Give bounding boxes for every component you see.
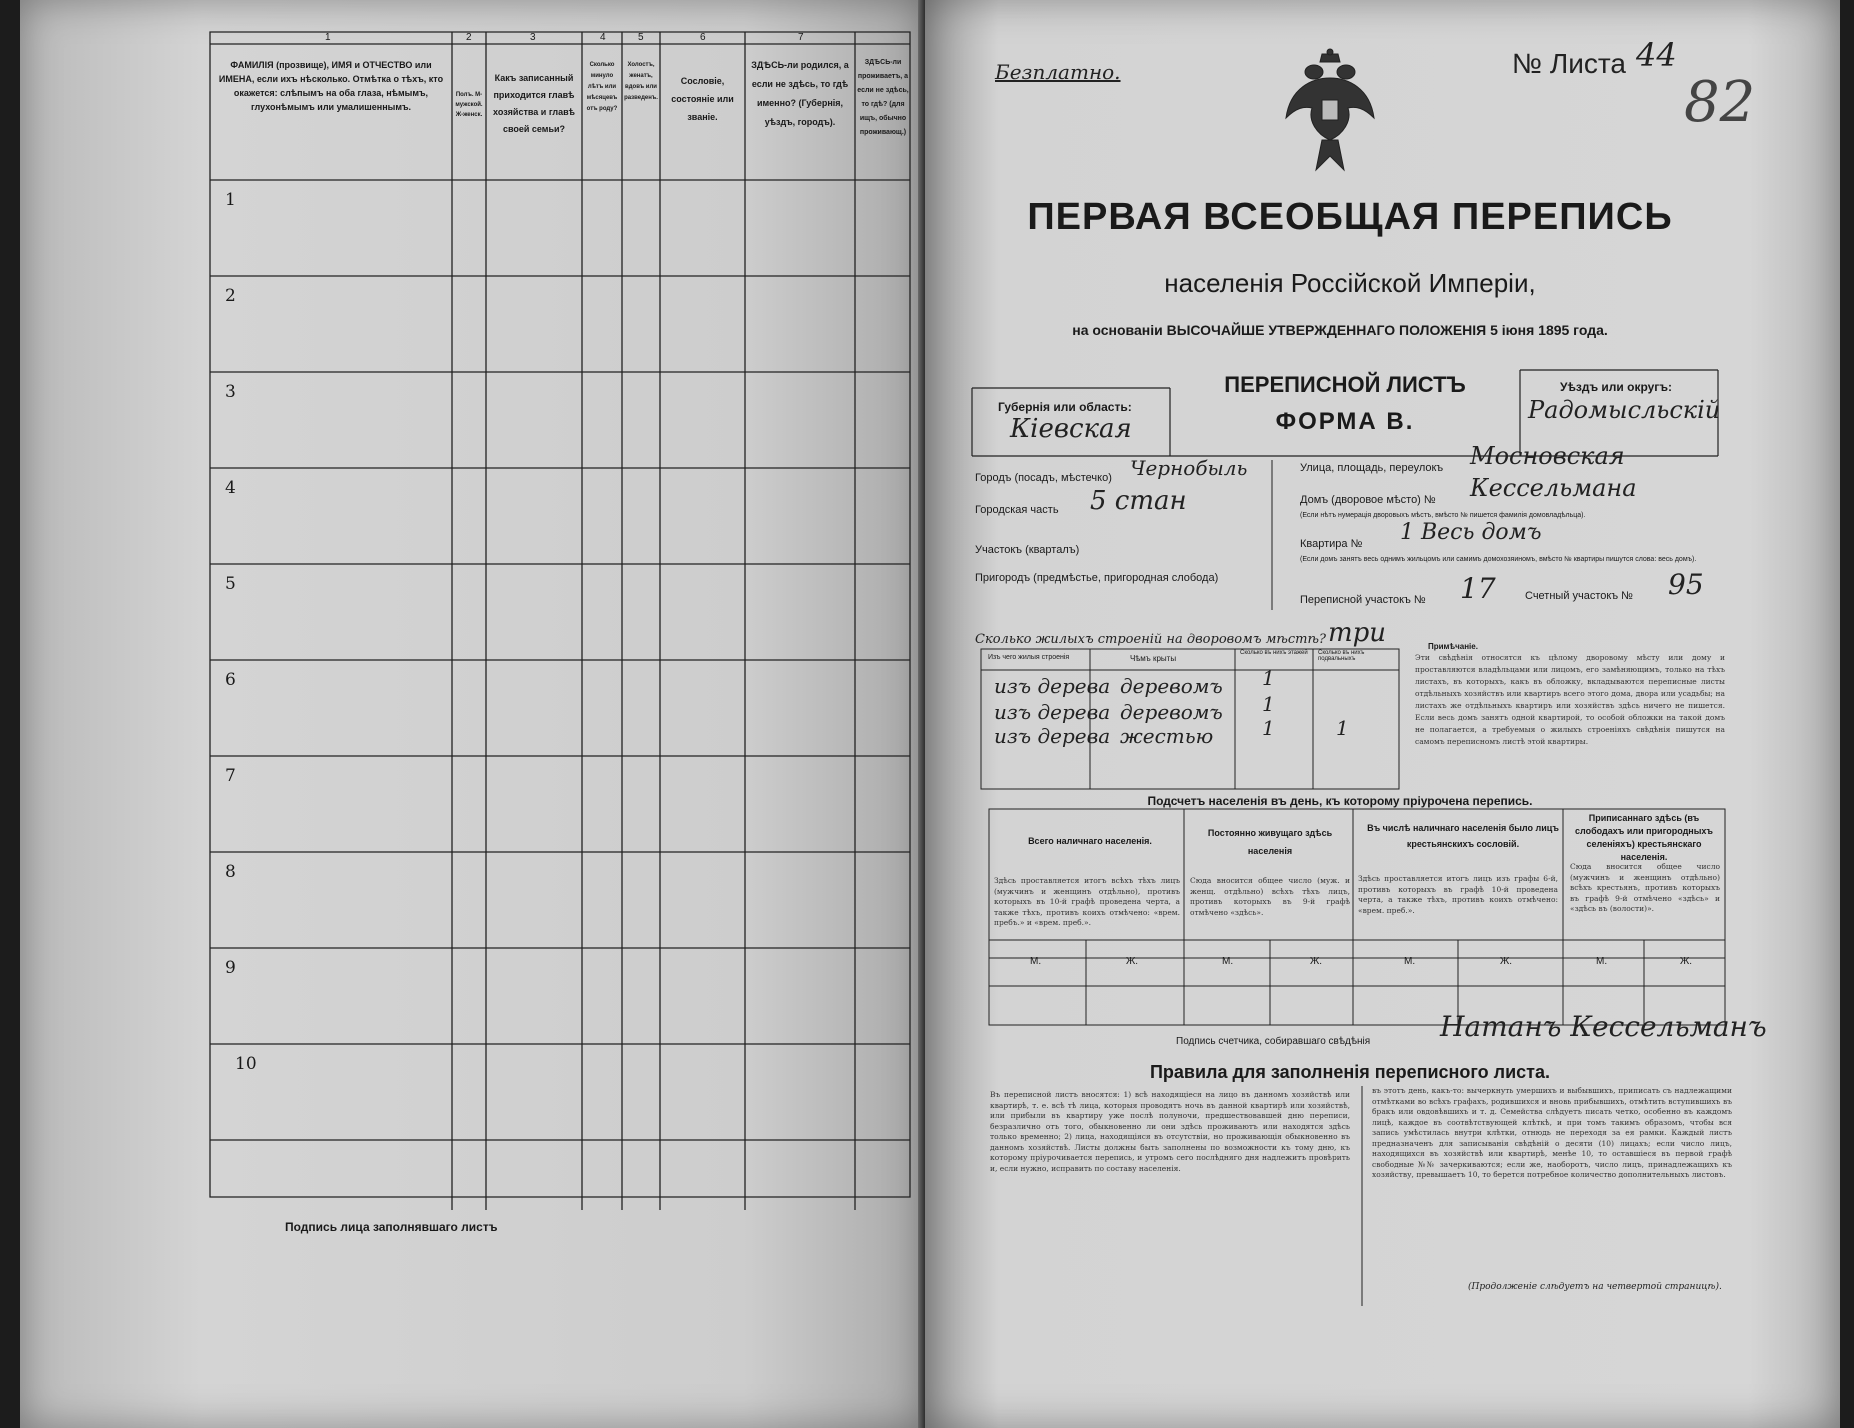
building-3-basement: 1 (1336, 716, 1349, 740)
form-letter: ФОРМА В. (1275, 408, 1415, 435)
decree-basis: на основаніи ВЫСОЧАЙШЕ УТВЕРЖДЕННАГО ПОЛОЖЕНІЯ 5 іюня 1895 года. (1072, 322, 1608, 338)
building-3-floors: 1 (1262, 716, 1275, 740)
house-note: (Если нѣтъ нумерація дворовыхъ мѣстъ, вмѣсто № пишется фамилія домовладѣльца). (1300, 512, 1586, 519)
count-f-4: Ж. (1680, 956, 1693, 967)
count-desc-peasant: Здѣсь проставляется итогъ лицъ изъ графы 6-й, противъ которыхъ въ графѣ 10-й проведена черта, а также тѣхъ, противъ коихъ отмѣчено: «врем. преб.». (1358, 874, 1558, 915)
city-part-value: 5 стан (1090, 486, 1187, 516)
count-title: Подсчетъ населенія въ день, къ которому пріурочена перепись. (1147, 794, 1533, 808)
buildings-header-material: Изъ чего жилыя строенія (988, 654, 1070, 661)
rules-continued: (Продолженіе слѣдуетъ на четвертой страницѣ). (1468, 1282, 1722, 1292)
rules-title: Правила для заполненія переписного листа. (1149, 1062, 1551, 1082)
row-number-6: 6 (225, 670, 236, 690)
city-value: Чернобыль (1130, 456, 1248, 480)
col-header-age: Сколько минуло лѣтъ или мѣсяцевъ отъ роду? (586, 62, 618, 112)
count-f-3: Ж. (1500, 956, 1513, 967)
col-header-name: ФАМИЛІЯ (прозвище), ИМЯ и ОТЧЕСТВО или ИМЕНА, если ихъ нѣсколько. Отмѣтка о тѣхъ, кто окажется: слѣпымъ на оба глаза, нѣмымъ, глухонѣмымъ или умалишеннымъ. (218, 60, 444, 112)
building-3-roof: жестью (1120, 724, 1214, 748)
province-value: Кіевская (1010, 414, 1132, 444)
sheet-no-value: 44 (1636, 36, 1677, 74)
rules-divider (1360, 1086, 1364, 1306)
building-1-floors: 1 (1262, 666, 1275, 690)
count-m-3: М. (1404, 956, 1416, 967)
house-value: Кессельмана (1470, 474, 1637, 502)
count-f-2: Ж. (1310, 956, 1323, 967)
col-number-4: 4 (600, 32, 606, 43)
page-subtitle: населенія Россійской Имперіи, (1164, 268, 1536, 298)
count-m-1: М. (1030, 956, 1042, 967)
row-number-3: 3 (225, 382, 236, 402)
sheet-no-label: № Листа (1512, 48, 1626, 79)
count-desc-registered: Сюда вносится общее число (мужчинъ и женщинъ отдѣльно) всѣхъ крестьянъ, противъ которыхъ въ графѣ 9-й отмѣчено «здѣсь» и «здѣсь въ (волости)». (1570, 862, 1720, 913)
counting-precinct-label: Счетный участокъ № (1525, 590, 1633, 602)
census-precinct-value: 17 (1460, 572, 1496, 605)
apartment-value: 1 Весь домъ (1400, 520, 1542, 545)
count-desc-total: Здѣсь проставляется итогъ всѣхъ тѣхъ лицъ (мужчинъ и женщинъ отдѣльно), противъ которыхъ въ 10-й графѣ проведена черта, а также тѣхъ, противъ коихъ отмѣчено: «врем. пребъ.» и «врем. преб.». (994, 876, 1180, 927)
col-header-residence: ЗДѢСЬ-ли проживаетъ, а если не здѣсь, то гдѣ? (для ищъ, обычно проживающ.) (857, 59, 909, 136)
left-signature-label: Подпись лица заполнявшаго листъ (285, 1220, 498, 1234)
col-number-1: 1 (325, 32, 331, 43)
count-header-permanent: Постоянно живущаго здѣсь населенія (1207, 828, 1333, 856)
street-label: Улица, площадь, переулокъ (1300, 462, 1444, 474)
col-number-5: 5 (638, 32, 644, 43)
imperial-eagle-icon (1282, 48, 1378, 180)
col-header-birthplace: ЗДѢСЬ-ли родился, а если не здѣсь, то гдѣ именно? (Губернія, уѣздъ, городъ). (751, 60, 849, 127)
city-part-label: Городская часть (975, 504, 1059, 516)
row-number-8: 8 (225, 862, 236, 882)
row-number-1: 1 (225, 190, 236, 210)
house-label: Домъ (дворовое мѣсто) № (1300, 494, 1436, 506)
row-number-7: 7 (225, 766, 236, 786)
count-header-registered: Приписаннаго здѣсь (въ слободахъ или пригородныхъ селеніяхъ) крестьянскаго населенія. (1575, 813, 1713, 862)
buildings-value: три (1328, 618, 1387, 648)
counting-precinct-value: 95 (1668, 568, 1704, 601)
address-divider (1270, 460, 1274, 610)
apartment-label: Квартира № (1300, 538, 1363, 550)
count-desc-permanent: Сюда вносится общее число (муж. и женщ. отдѣльно) всѣхъ тѣхъ лицъ, противъ которыхъ въ 9-й графѣ отмѣчено «здѣсь». (1190, 876, 1350, 917)
col-header-sex: Полъ. М-мужской. Ж-женск. (455, 92, 483, 118)
census-precinct-label: Переписной участокъ № (1300, 594, 1426, 606)
row-number-5: 5 (225, 574, 236, 594)
pencil-number: 82 (1684, 70, 1756, 135)
row-number-2: 2 (225, 286, 236, 306)
row-number-10: 10 (235, 1054, 257, 1074)
city-label: Городъ (посадъ, мѣстечко) (975, 472, 1112, 484)
count-m-2: М. (1222, 956, 1234, 967)
province-label: Губернія или область: (998, 400, 1132, 414)
building-2-material: изъ дерева (994, 700, 1111, 724)
col-header-estate: Сословіе, состояніе или званіе. (671, 76, 734, 122)
counter-signature-label: Подпись счетчика, собиравшаго свѣдѣнія (1176, 1036, 1371, 1047)
district-value: Радомысльскій (1528, 396, 1721, 424)
count-header-total: Всего наличнаго населенія. (1028, 836, 1152, 846)
apartment-note: (Если домъ занятъ весь однимъ жильцомъ или самимъ домохозяиномъ, вмѣсто № квартиры пишутся слова: весь домъ). (1300, 556, 1697, 563)
count-m-4: М. (1596, 956, 1608, 967)
note-text: Эти свѣдѣнія относятся къ цѣлому дворовому мѣсту или дому и проставляются владѣльцами или лицомъ, его замѣняющимъ, только на тѣхъ листахъ, въ которыхъ, какъ въ обложку, вкладываются переписные листы отдѣльныхъ хозяйствъ или квартиръ всего этого дома, двора или усадьбы; на листахъ же отдѣльныхъ квартиръ или хозяйствъ здѣсь ничего не пишется. Если весь домъ занятъ одной квартирой, то особой обложки на такой домъ не полагается, а требуемыя о жилыхъ строеніяхъ свѣдѣнія пишутся на самомъ переписномъ листѣ этой квартиры. (1415, 653, 1725, 746)
count-header-peasant: Въ числѣ наличнаго населенія было лицъ крестьянскихъ сословій. (1367, 823, 1559, 849)
col-header-marital: Холостъ, женатъ, вдовъ или разведенъ. (624, 62, 658, 101)
building-3-material: изъ дерева (994, 724, 1111, 748)
precinct-label: Участокъ (кварталъ) (975, 544, 1080, 556)
free-label: Безплатно. (995, 60, 1121, 84)
building-1-material: изъ дерева (994, 674, 1111, 698)
col-number-2: 2 (466, 32, 472, 43)
col-number-7: 7 (798, 32, 804, 43)
count-f-1: Ж. (1126, 956, 1139, 967)
row-number-4: 4 (225, 478, 236, 498)
buildings-label: Сколько жилыхъ строеній на дворовомъ мѣстѣ? (975, 632, 1326, 647)
suburb-label: Пригородъ (предмѣстье, пригородная слобода) (975, 572, 1219, 584)
rules-right-text: въ этотъ день, какъ-то: вычеркнуть умершихъ и выбывшихъ, приписать съ надлежащими отмѣтками во всѣхъ графахъ, родившихся и вновь прибывшихъ, отмѣтить вступившихъ въ бракъ или овдовѣвшихъ и т. д. Семейства слѣдуетъ писать четко, особенно въ каждомъ лицѣ, каждое въ соотвѣтствующей клѣткѣ, и при томъ такимъ образомъ, чтобы вся запись умѣстилась внутри клѣтки, отнюдь не переходя за ея рамки. Каждый листъ предназначенъ для записыванія свѣдѣній о десяти (10) лицахъ; если число лицъ, находящихся въ хозяйствѣ или квартирѣ, менѣе 10, то оставшіеся въ первой графѣ свободные №№ зачеркиваются; если же, наоборотъ, число лицъ, принадлежащихъ къ хозяйству, превышаетъ 10, то берется потребное количество дополнительныхъ листовъ. (1372, 1086, 1732, 1179)
col-number-6: 6 (700, 32, 706, 43)
district-label: Уѣздъ или округъ: (1560, 380, 1673, 394)
row-number-9: 9 (225, 958, 236, 978)
building-2-floors: 1 (1262, 692, 1275, 716)
buildings-header-floors: Сколько въ нихъ этажей (1240, 650, 1308, 656)
note-label: Примѣчаніе. (1428, 642, 1478, 651)
rules-left-text: Въ переписной листъ вносятся: 1) всѣ находящіеся на лицо въ данномъ хозяйствѣ или квартирѣ, т. е. всѣ тѣ лица, которыя проводятъ ночь въ данной квартирѣ или хозяйствѣ, или прибыли въ квартиру уже послѣ полуночи, предшествовавшей дню переписи, безразлично отъ того, обыкновенно ли они здѣсь проживаютъ или находятся здѣсь только временно; 2) лица, находящіяся въ отсутствіи, но проживающія обыкновенно въ данномъ хозяйствѣ. Листы должны быть заполнены по возможности къ тому дню, къ которому пріурочивается перепись, и утромъ сего послѣдняго дня надлежитъ провѣрить и, если нужно, исправить по составу населенія. (990, 1090, 1350, 1173)
col-number-3: 3 (530, 32, 536, 43)
counter-signature-value: Натанъ Кессельманъ (1440, 1010, 1767, 1043)
col-header-relation: Какъ записанный приходится главѣ хозяйства и главѣ своей семьи? (493, 73, 575, 134)
page-title: ПЕРВАЯ ВСЕОБЩАЯ ПЕРЕПИСЬ (1027, 196, 1673, 238)
building-2-roof: деревомъ (1120, 700, 1223, 724)
form-title: ПЕРЕПИСНОЙ ЛИСТЪ (1224, 372, 1466, 397)
buildings-header-basement: Сколько въ нихъ подвальныхъ (1318, 650, 1365, 662)
street-value: Мосновская (1470, 442, 1625, 470)
buildings-header-roof: Чѣмъ крыты (1130, 654, 1177, 663)
building-1-roof: деревомъ (1120, 674, 1223, 698)
